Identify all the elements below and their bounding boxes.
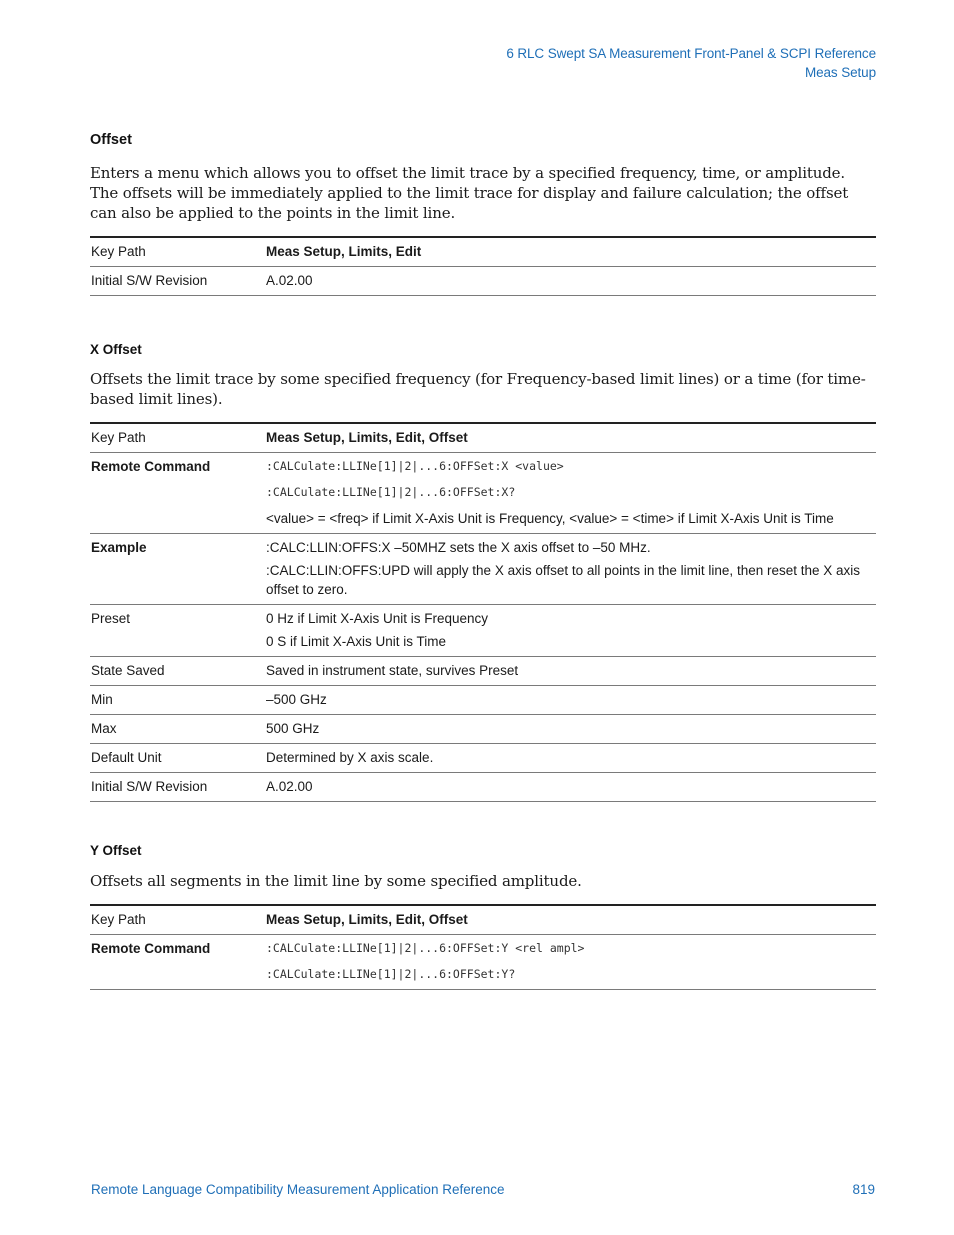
- row-key: Example: [90, 534, 265, 605]
- x-offset-heading: X Offset: [90, 342, 142, 357]
- row-value: [265, 935, 876, 990]
- y-offset-section: [90, 843, 876, 858]
- offset-description-block: [90, 163, 876, 223]
- example-line: :CALC:LLIN:OFFS:UPD will apply the X axis offset to all points in the limit line, then reset the X axis offset to zero.: [266, 563, 861, 597]
- header-section: Meas Setup: [804, 65, 876, 80]
- row-key: Key Path: [90, 237, 265, 267]
- example-line: :CALC:LLIN:OFFS:X –50MHZ sets the X axis offset to –50 MHz.: [266, 540, 651, 555]
- y-offset-table-block: [90, 904, 876, 990]
- table-row: [90, 423, 876, 453]
- offset-table-block: [90, 236, 876, 296]
- row-value: [265, 605, 876, 657]
- row-value: Determined by X axis scale.: [265, 744, 876, 773]
- row-value: Meas Setup, Limits, Edit, Offset: [265, 905, 876, 935]
- table-row: [90, 534, 876, 605]
- y-offset-heading: Y Offset: [90, 843, 142, 858]
- remote-note: <value> = <freq> if Limit X-Axis Unit is Frequency, <value> = <time> if Limit X-Axis Unit is Time: [266, 511, 834, 526]
- row-value: A.02.00: [265, 773, 876, 802]
- row-value: –500 GHz: [265, 686, 876, 715]
- table-row: [90, 686, 876, 715]
- row-value: Meas Setup, Limits, Edit, Offset: [265, 423, 876, 453]
- page-number: 819: [852, 1182, 875, 1197]
- offset-heading: Offset: [90, 132, 132, 148]
- x-offset-table: [90, 422, 876, 802]
- y-offset-description: Offsets all segments in the limit line by some specified amplitude.: [90, 872, 582, 890]
- row-value: Meas Setup, Limits, Edit: [265, 237, 876, 267]
- offset-description: Enters a menu which allows you to offset the limit trace by a specified frequency, time, or amplitude. The offsets will be immediately applied to the limit trace for display and failure calculation; the offset can also be applied to the points in the limit line.: [90, 164, 849, 222]
- row-value: [265, 534, 876, 605]
- x-offset-description-block: [90, 369, 876, 409]
- x-offset-table-block: [90, 422, 876, 802]
- table-row: [90, 657, 876, 686]
- table-row: [90, 267, 876, 296]
- x-offset-section: [90, 342, 876, 357]
- table-row: [90, 935, 876, 990]
- table-row: [90, 237, 876, 267]
- row-key: Max: [90, 715, 265, 744]
- row-value: Saved in instrument state, survives Preset: [265, 657, 876, 686]
- table-row: [90, 744, 876, 773]
- row-key: Min: [90, 686, 265, 715]
- table-row: [90, 453, 876, 534]
- remote-query: :CALCulate:LLINe[1]|2|...6:OFFSet:X?: [266, 485, 516, 499]
- row-key: Key Path: [90, 905, 265, 935]
- row-value: 500 GHz: [265, 715, 876, 744]
- row-key: Remote Command: [90, 935, 265, 990]
- remote-command: :CALCulate:LLINe[1]|2|...6:OFFSet:X <value>: [266, 459, 564, 473]
- row-value: A.02.00: [265, 267, 876, 296]
- row-key: Remote Command: [90, 453, 265, 534]
- offset-table: [90, 236, 876, 296]
- preset-line: 0 S if Limit X-Axis Unit is Time: [266, 634, 447, 649]
- table-row: [90, 905, 876, 935]
- remote-command: :CALCulate:LLINe[1]|2|...6:OFFSet:Y <rel ampl>: [266, 941, 585, 955]
- row-key: Default Unit: [90, 744, 265, 773]
- row-key: Preset: [90, 605, 265, 657]
- row-key: State Saved: [90, 657, 265, 686]
- page-footer: [91, 1182, 875, 1197]
- footer-title: Remote Language Compatibility Measurement Application Reference: [91, 1182, 505, 1197]
- header-chapter: 6 RLC Swept SA Measurement Front-Panel & SCPI Reference: [506, 46, 876, 61]
- remote-query: :CALCulate:LLINe[1]|2|...6:OFFSet:Y?: [266, 967, 516, 981]
- row-key: Initial S/W Revision: [90, 267, 265, 296]
- table-row: [90, 605, 876, 657]
- running-header: [506, 44, 876, 82]
- row-value: [265, 453, 876, 534]
- row-key: Key Path: [90, 423, 265, 453]
- row-key: Initial S/W Revision: [90, 773, 265, 802]
- offset-section: [90, 132, 876, 148]
- y-offset-description-block: [90, 871, 876, 891]
- preset-line: 0 Hz if Limit X-Axis Unit is Frequency: [266, 611, 489, 626]
- table-row: [90, 715, 876, 744]
- table-row: [90, 773, 876, 802]
- x-offset-description: Offsets the limit trace by some specified frequency (for Frequency-based limit lines) or a time (for time-based limit lines).: [90, 370, 866, 408]
- y-offset-table: [90, 904, 876, 990]
